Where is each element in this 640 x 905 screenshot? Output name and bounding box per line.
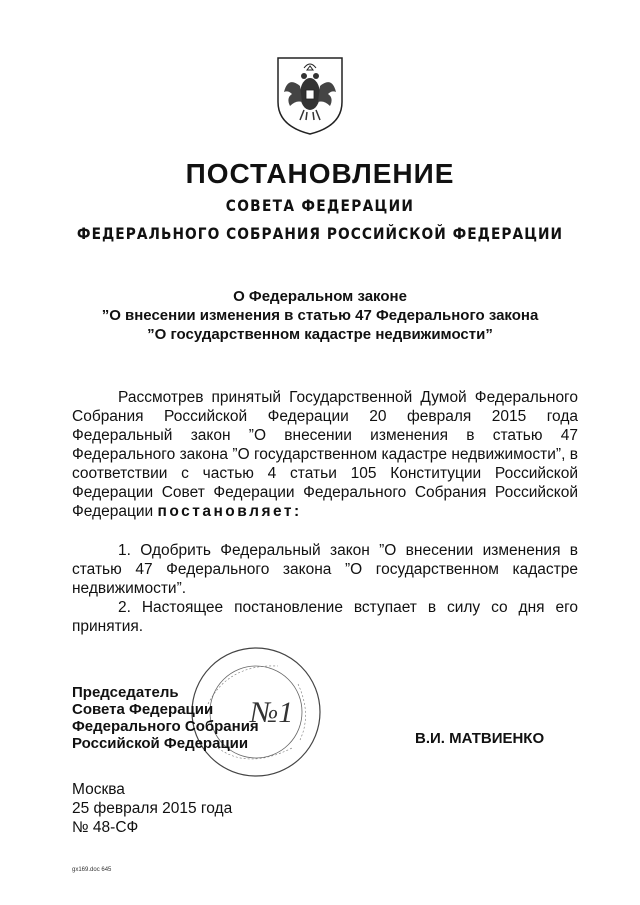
decree-item-2: 2. Настоящее постановление вступает в силу со дня его принятия. bbox=[72, 599, 578, 635]
subject-line-1: О Федеральном законе bbox=[233, 288, 407, 305]
document-title: ПОСТАНОВЛЕНИЕ bbox=[185, 158, 455, 189]
file-code: gx169.doc 645 bbox=[72, 867, 112, 873]
intro-text: Рассмотрев принятый Государственной Думой Федерального Собрания Российской Федерации 20 февраля 2015 года Федеральный закон ”О внесении изменения в статью 47 Федерального закона ”О государственном кадастре недвижимости”, в соответствии с частью 4 статьи 105 Конституции Российской Федерации Совет Федерации Федерального Собрания Российской Федерации bbox=[72, 389, 578, 520]
city: Москва bbox=[72, 781, 125, 798]
document-subject bbox=[0, 287, 640, 344]
decree-item-1: 1. Одобрить Федеральный закон ”О внесении изменения в статью 47 Федерального закона ”О государственном кадастре недвижимости”. bbox=[72, 542, 578, 597]
subject-line-3: ”О государственном кадастре недвижимости” bbox=[147, 326, 493, 343]
signatory-line-3: Федерального Собрания bbox=[72, 718, 259, 735]
signatory-title bbox=[72, 684, 259, 752]
decree-word: постановляет: bbox=[157, 503, 302, 520]
coat-of-arms-emblem bbox=[274, 52, 346, 136]
document-body bbox=[72, 388, 578, 636]
signatory-line-1: Председатель bbox=[72, 684, 179, 701]
document-subtitle-assembly: ФЕДЕРАЛЬНОГО СОБРАНИЯ РОССИЙСКОЙ ФЕДЕРАЦИИ bbox=[76, 224, 564, 243]
subject-line-2: ”О внесении изменения в статью 47 Федерального закона bbox=[101, 307, 539, 324]
document-subtitle-council: СОВЕТА ФЕДЕРАЦИИ bbox=[225, 196, 415, 215]
seal-number: №1 bbox=[250, 696, 294, 729]
resolution-number: № 48-СФ bbox=[72, 819, 139, 836]
signatory-name: В.И. МАТВИЕНКО bbox=[415, 730, 545, 747]
place-and-date bbox=[72, 780, 232, 837]
date: 25 февраля 2015 года bbox=[72, 800, 233, 817]
signatory-line-4: Российской Федерации bbox=[72, 735, 249, 752]
signatory-line-2: Совета Федерации bbox=[72, 701, 214, 718]
intro-paragraph bbox=[72, 388, 578, 521]
